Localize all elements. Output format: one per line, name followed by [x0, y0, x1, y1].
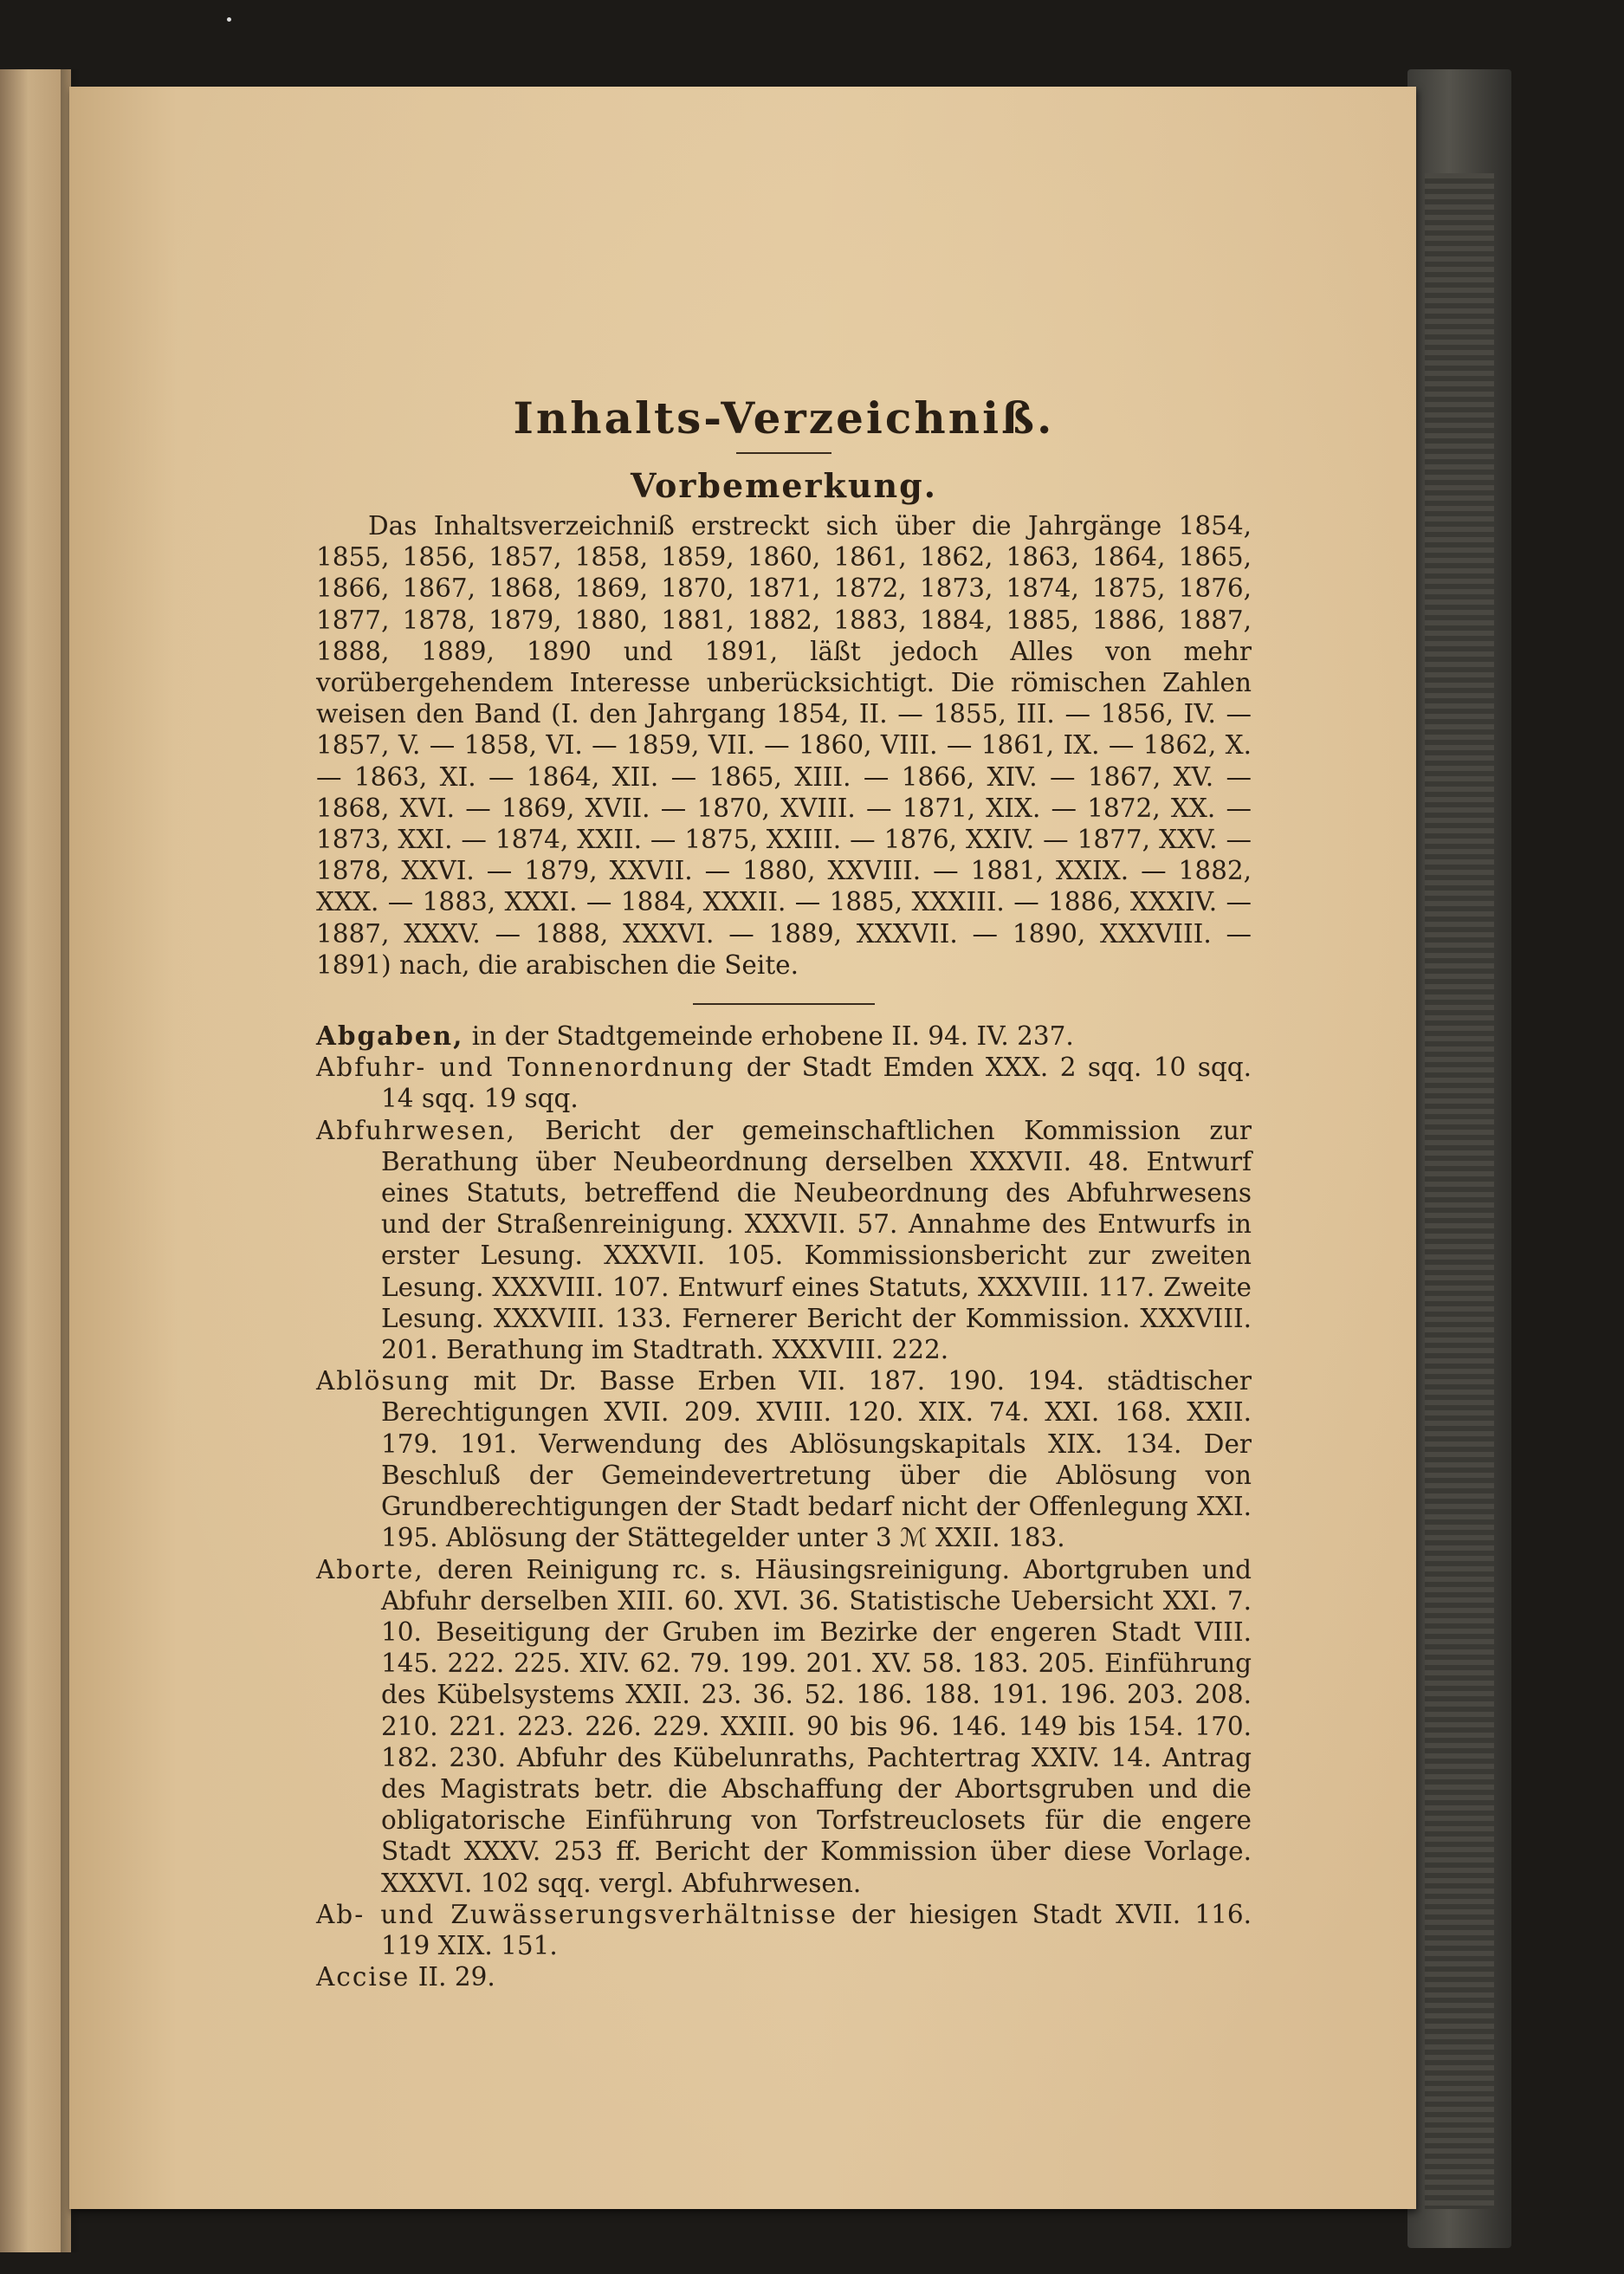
entry-text: der hiesigen Stadt XVII. 116. 119 XIX. 151. — [381, 1899, 1252, 1960]
entry-text: in der Stadtgemeinde erhobene II. 94. IV. 237. — [463, 1021, 1074, 1052]
entry-text: deren Reinigung rc. s. Häusingsreinigung. Abortgruben und Abfuhr derselben XIII. 60. XVI. 36. Statistische Uebersicht XXI. 7. 10. Beseitigung der Gruben im Bezirke der engeren Stadt VIII. 145. 222. 225. XIV. 62. 79. 199. 201. XV. 58. 183. 205. Einführung des Kübelsystems XXII. 23. 36. 52. 186. 188. 191. 196. 203. 208. 210. 221. 223. 226. 229. XXIII. 90 bis 96. 146. 149 bis 154. 170. 182. 230. Abfuhr des Kübelunraths, Pachtertrag XXIV. 14. Antrag des Magistrats betr. die Abschaffung der Abortsgruben und die obligatorische Einführung von Torfstreuclosets für die engere Stadt XXXV. 253 ff. Bericht der Kommission über diese Vorlage. XXXVI. 102 sqq. vergl. Abfuhrwesen. — [381, 1554, 1252, 1898]
book-cover-edge — [1407, 69, 1511, 2248]
entry-text: Bericht der gemeinschaftlichen Kommission zur Berathung über Neubeordnung derselben XXXVII. 48. Entwurf eines Statuts, betreffend die Neubeordnung des Abfuhrwesens und der Straßenreinigung. XXXVII. 57. Annahme des Entwurfs in erster Lesung. XXXVII. 105. Kommissionsbericht zur zweiten Lesung. XXXVIII. 107. Entwurf eines Statuts, XXXVIII. 117. Zweite Lesung. XXXVIII. 133. Fernerer Bericht der Kommission. XXXVIII. 201. Berathung im Stadtrath. XXXVIII. 222. — [381, 1115, 1252, 1365]
entry-head: Abfuhr- und Tonnenordnung — [316, 1053, 735, 1083]
page-title: Inhalts-Verzeichniß. — [513, 392, 1055, 444]
entry-head: Ablösung — [316, 1366, 451, 1396]
entry-head: Abfuhrwesen, — [316, 1115, 516, 1145]
section-divider — [693, 1003, 875, 1005]
index-entry — [316, 1365, 1252, 1553]
title-rule — [736, 452, 831, 454]
index-entry — [316, 1899, 1252, 1961]
entry-head: Ab- und Zuwässerungsverhältnisse — [316, 1899, 838, 1929]
index-entry — [316, 1554, 1252, 1899]
page-content — [316, 394, 1252, 1992]
index-entry — [316, 1020, 1252, 1052]
intro-paragraph: Das Inhaltsverzeichniß erstreckt sich über die Jahrgänge 1854, 1855, 1856, 1857, 1858, 1859, 1860, 1861, 1862, 1863, 1864, 1865, 1866, 1867, 1868, 1869, 1870, 1871, 1872, 1873, 1874, 1875, 1876, 1877, 1878, 1879, 1880, 1881, 1882, 1883, 1884, 1885, 1886, 1887, 1888, 1889, 1890 und 1891, läßt jedoch Alles von mehr vorübergehendem Interesse unberücksichtigt. Die römischen Zahlen weisen den Band (I. den Jahrgang 1854, II. — 1855, III. — 1856, IV. — 1857, V. — 1858, VI. — 1859, VII. — 1860, VIII. — 1861, IX. — 1862, X. — 1863, XI. — 1864, XII. — 1865, XIII. — 1866, XIV. — 1867, XV. — 1868, XVI. — 1869, XVII. — 1870, XVIII. — 1871, XIX. — 1872, XX. — 1873, XXI. — 1874, XXII. — 1875, XXIII. — 1876, XXIV. — 1877, XXV. — 1878, XXVI. — 1879, XXVII. — 1880, XXVIII. — 1881, XXIX. — 1882, XXX. — 1883, XXXI. — 1884, XXXII. — 1885, XXXIII. — 1886, XXXIV. — 1887, XXXV. — 1888, XXXVI. — 1889, XXXVII. — 1890, XXXVIII. — 1891) nach, die arabischen die Seite. — [316, 511, 1252, 980]
entry-head: Abgaben, — [316, 1020, 464, 1052]
entry-text: der Stadt Emden XXX. 2 sqq. 10 sqq. 14 sqq. 19 sqq. — [381, 1053, 1252, 1114]
index-entry — [316, 1115, 1252, 1366]
book-page — [69, 87, 1416, 2209]
entry-text: II. 29. — [410, 1962, 495, 1992]
entry-head: Aborte, — [316, 1554, 424, 1584]
dust-speck — [227, 17, 231, 22]
index-entry — [316, 1052, 1252, 1114]
entry-head: Accise — [316, 1962, 411, 1992]
entry-text: mit Dr. Basse Erben VII. 187. 190. 194. städtischer Berechtigungen XVII. 209. XVIII. 120. XIX. 74. XXI. 168. XXII. 179. 191. Verwendung des Ablösungskapitals XIX. 134. Der Beschluß der Gemeindevertretung über die Ablösung von Grundberechtigungen der Stadt bedarf nicht der Offenlegung XXI. 195. Ablösung der Stättegelder unter 3 ℳ XXII. 183. — [381, 1366, 1252, 1553]
cover-texture — [1425, 173, 1494, 2209]
index-entry — [316, 1961, 1252, 1992]
section-heading: Vorbemerkung. — [631, 466, 937, 505]
